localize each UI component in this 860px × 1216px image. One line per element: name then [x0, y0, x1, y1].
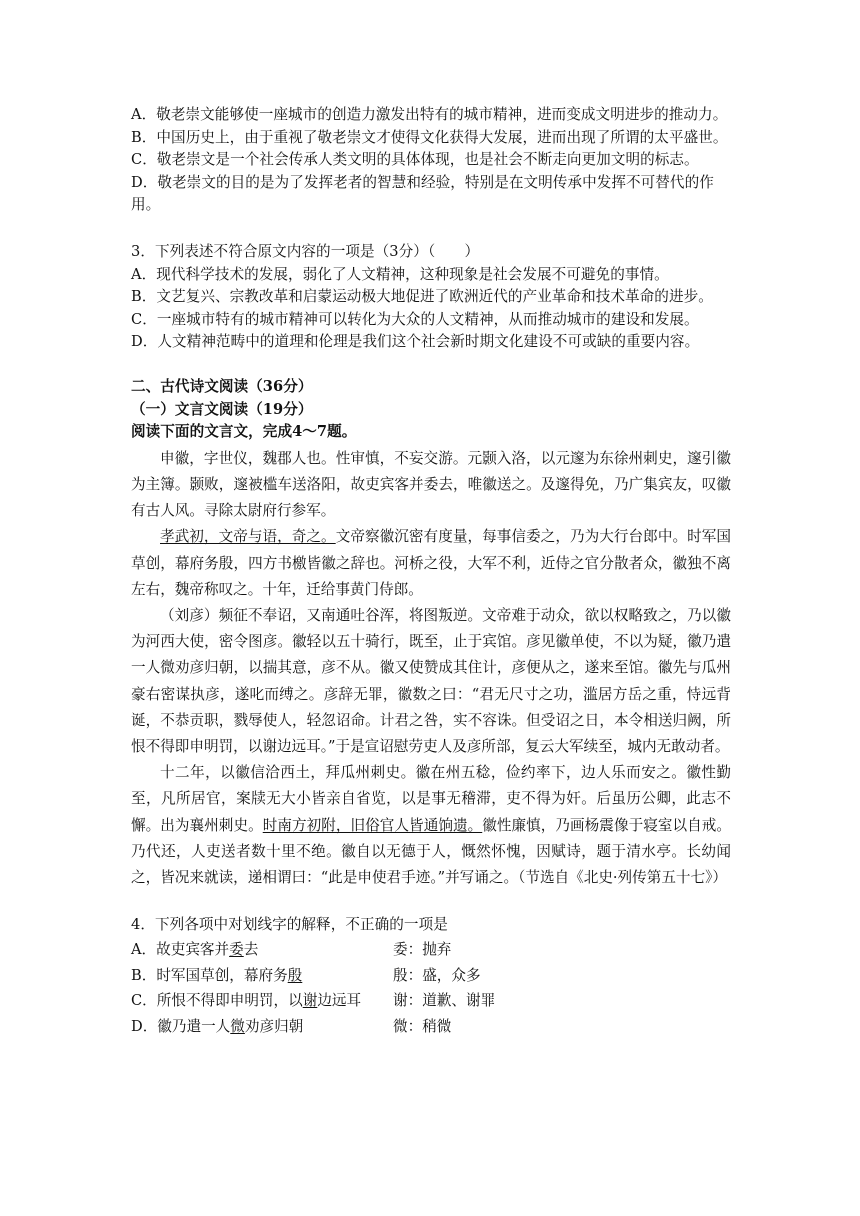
phrase-post: 去 [243, 941, 259, 959]
q4-option-b-phrase [131, 963, 393, 989]
q4-option-b [131, 963, 731, 989]
passage-paragraph-2 [131, 524, 731, 603]
q2-option-b: B．中国历史上，由于重视了敬老崇文才使得文化获得大发展，进而出现了所谓的太平盛世。 [131, 128, 728, 146]
phrase-post: 边远耳 [317, 992, 362, 1010]
passage-paragraph-4 [131, 760, 731, 891]
underlined-word: 殷 [287, 966, 303, 984]
q4-option-d [131, 1014, 731, 1040]
classical-passage [131, 446, 731, 891]
q4-option-a-gloss: 委：抛弃 [393, 941, 452, 959]
section-2-header [131, 376, 731, 444]
section-instruction: 阅读下面的文言文，完成4～7题。 [131, 423, 357, 441]
underlined-sentence-2: 时南方初附，旧俗官人皆通饷遗。 [262, 816, 483, 834]
section-subtitle: （一）文言文阅读（19分） [131, 400, 313, 418]
q4-option-d-phrase [131, 1014, 393, 1040]
q3-option-a: A．现代科学技术的发展，弱化了人文精神，这种现象是社会发展不可避免的事情。 [131, 265, 669, 283]
q4-option-d-gloss: 微：稍微 [393, 1017, 452, 1035]
passage-paragraph-2-text: 文帝察徽沉密有度量，每事信委之，乃为大行台郎中。时军国草创，幕府务殷，四方书檄皆徽之辞也。河桥之役，大军不利，近侍之官分散者众，徽独不离左右，魏帝称叹之。十年，迁给事黄门侍郎。 [131, 528, 731, 598]
phrase-post: 劝彦归朝 [244, 1017, 304, 1035]
underlined-word: 委 [229, 941, 244, 959]
q4-option-a-phrase [131, 937, 393, 963]
q4-option-b-gloss: 殷：盛，众多 [393, 966, 481, 984]
passage-paragraph-1: 申徽，字世仪，魏郡人也。性审慎，不妄交游。元颢入洛，以元邃为东徐州刺史，邃引徽为主簿。颢败，邃被槛车送洛阳，故吏宾客并委去，唯徽送之。及邃得免，乃广集宾友，叹徽有古人风。寻除太尉府行参军。 [131, 449, 731, 520]
q3-option-d: D．人文精神范畴中的道理和伦理是我们这个社会新时期文化建设不可或缺的重要内容。 [131, 333, 700, 351]
q4-stem: 4．下列各项中对划线字的解释，不正确的一项是 [131, 916, 448, 934]
q2-option-a: A．敬老崇文能够使一座城市的创造力激发出特有的城市精神，进而变成文明进步的推动力。 [131, 106, 728, 123]
phrase-pre: B．时军国草创，幕府务 [131, 966, 288, 984]
q3-option-b: B．文艺复兴、宗教改革和启蒙运动极大地促进了欧洲近代的产业革命和技术革命的进步。 [131, 288, 713, 306]
q3-option-c: C．一座城市特有的城市精神可以转化为大众的人文精神，从而推动城市的建设和发展。 [131, 310, 699, 328]
q4-option-a [131, 937, 731, 963]
underlined-word: 谢 [302, 992, 318, 1010]
q4-option-c [131, 988, 731, 1014]
passage-paragraph-4-text-b: 徽性廉慎，乃画杨震像于寝室以自戒。乃代还，人吏送者数十里不绝。徽自以无德于人，慨然怀愧，因赋诗，题于清水亭。长幼闻之，皆况来就读，递相谓曰：“此是申使君手迹。”并写诵之。（节选自《北史·列传第五十七》） [131, 816, 731, 886]
passage-paragraph-3: （刘彦）频征不奉诏，又南通吐谷浑，将图叛逆。文帝难于动众，欲以权略致之，乃以徽为河西大使，密令图彦。徽轻以五十骑行，既至，止于宾馆。彦见徽单使，不以为疑，徽乃遣一人微劝彦归朝，以揣其意，彦不从。徽又使赞成其住计，彦便从之，遂来至馆。徽先与瓜州豪右密谋执彦，遂叱而缚之。彦辞无罪，徽数之曰：“君无尺寸之功，滥居方岳之重，恃远背诞，不恭贡职，戮辱使人，轻忽诏命。计君之咎，实不容诛。但受诏之日，本令相送归阙，所恨不得即申明罚，以谢边远耳。”于是宣诏慰劳吏人及彦所部，复云大军续至，城内无敢动者。 [131, 606, 731, 755]
q2-option-d: D．敬老崇文的目的是为了发挥老者的智慧和经验，特别是在文明传承中发挥不可替代的作 [131, 173, 714, 191]
question-3 [131, 241, 731, 354]
q2-option-c: C．敬老崇文是一个社会传承人类文明的具体体现，也是社会不断走向更加文明的标志。 [131, 151, 699, 169]
q4-option-c-gloss: 谢：道歉、谢罪 [393, 992, 496, 1010]
question-4 [131, 912, 731, 1039]
q4-option-c-phrase [131, 988, 393, 1014]
phrase-pre: D．徽乃遣一人 [131, 1017, 231, 1035]
passage-paragraph-4-text-a: 十二年，以徽信洽西土，拜瓜州刺史。徽在州五稔，俭约率下，边人乐而安之。徽性勤至，凡所居官，案牍无大小皆亲自省览，以是事无稽滞，吏不得为奸。后虽历公卿，此志不懈。出为襄州刺史。 [131, 764, 731, 834]
q3-stem: 3．下列表述不符合原文内容的一项是（3分）（ ） [131, 242, 480, 260]
underlined-sentence-1: 孝武初，文帝与语，奇之。 [160, 528, 336, 546]
underlined-word: 微 [230, 1017, 245, 1035]
q2-option-d-continued: 用。 [131, 196, 161, 214]
exam-page [131, 104, 731, 1039]
phrase-pre: C．所恨不得即申明罚，以 [131, 992, 303, 1010]
section-title: 二、古代诗文阅读（36分） [131, 377, 313, 395]
q2-options [131, 104, 731, 217]
phrase-pre: A．故吏宾客并 [131, 941, 230, 959]
